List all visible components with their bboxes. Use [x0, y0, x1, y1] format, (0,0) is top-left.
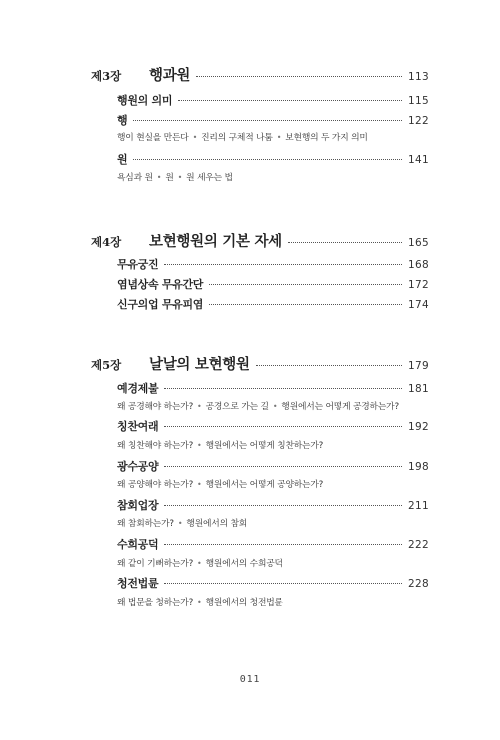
bullet-separator: •: [197, 559, 202, 568]
toc-entry: [117, 112, 429, 128]
page-number: 222: [408, 539, 429, 551]
topic: 원: [165, 173, 174, 183]
dot-leader: [164, 583, 402, 584]
page-number: 174: [408, 299, 429, 311]
page-number: 113: [408, 71, 429, 83]
bullet-separator: •: [192, 133, 198, 142]
toc-entry: [117, 380, 429, 396]
toc-entry: [117, 536, 429, 552]
page-number: 228: [408, 578, 429, 590]
topic: 왜 같이 기뻐하는가?: [117, 559, 194, 569]
chapter-3-heading: [91, 64, 429, 85]
topic: 왜 칭찬해야 하는가?: [117, 441, 194, 451]
entry-title: 수희공덕: [117, 538, 159, 551]
bullet-separator: •: [197, 480, 202, 489]
toc-entry: [117, 151, 429, 167]
topic: 행원에서는 어떻게 칭찬하는가?: [205, 441, 324, 451]
topic: 행원에서는 어떻게 공경하는가?: [281, 402, 399, 412]
topic: 행원에서의 수희공덕: [205, 559, 283, 569]
topic: 왜 공경해야 하는가?: [117, 402, 194, 412]
page-number: 172: [408, 279, 429, 291]
page-number: 181: [408, 383, 429, 395]
entry-topics: [117, 438, 323, 451]
chapter-number: 제4장: [91, 235, 122, 249]
topic: 행원에서의 청전법륜: [205, 598, 283, 608]
topic: 원 세우는 법: [186, 173, 233, 183]
dot-leader: [164, 544, 402, 545]
toc-entry: [117, 458, 429, 474]
entry-title: 예경제불: [117, 382, 159, 395]
chapter-4-heading: [91, 230, 429, 251]
toc-entry: [117, 418, 429, 434]
dot-leader: [164, 388, 402, 389]
topic: 행원에서의 참회: [186, 519, 248, 529]
chapter-title: 보현행원의 기본 자세: [149, 233, 282, 250]
entry-topics: [117, 516, 247, 529]
page-number: 122: [408, 115, 429, 127]
page-number: 141: [408, 154, 429, 166]
page-folio: 011: [239, 674, 261, 685]
topic: 왜 참회하는가?: [117, 519, 174, 529]
entry-title: 행원의 의미: [117, 94, 173, 107]
toc-entry: [117, 276, 429, 292]
entry-title: 행: [117, 114, 128, 127]
topic: 행원에서는 어떻게 공양하는가?: [205, 480, 324, 490]
dot-leader: [288, 242, 402, 243]
bullet-separator: •: [177, 173, 183, 182]
toc-entry: [117, 256, 429, 272]
toc-entry: [117, 575, 429, 591]
dot-leader: [133, 159, 402, 160]
bullet-separator: •: [276, 133, 282, 142]
dot-leader: [164, 466, 402, 467]
entry-topics: [117, 130, 368, 143]
dot-leader: [164, 505, 402, 506]
topic: 공경으로 가는 길: [205, 402, 269, 412]
entry-topics: [117, 556, 283, 569]
entry-topics: [117, 477, 323, 490]
page-number: 115: [408, 95, 429, 107]
chapter-number: 제3장: [91, 69, 122, 83]
topic: 행이 현실을 만든다: [117, 133, 189, 143]
entry-title: 칭찬여래: [117, 420, 159, 433]
bullet-separator: •: [177, 519, 183, 528]
dot-leader: [164, 426, 402, 427]
topic: 보현행의 두 가지 의미: [285, 133, 368, 143]
entry-title: 광수공양: [117, 460, 159, 473]
topic: 욕심과 원: [117, 173, 153, 183]
entry-topics: [117, 595, 283, 608]
bullet-separator: •: [272, 402, 278, 411]
dot-leader: [196, 76, 402, 77]
bullet-separator: •: [197, 402, 202, 411]
dot-leader: [178, 100, 402, 101]
entry-title: 신구의업 무유피염: [117, 298, 204, 311]
bullet-separator: •: [197, 598, 202, 607]
page-number: 198: [408, 461, 429, 473]
topic: 왜 공양해야 하는가?: [117, 480, 194, 490]
page-number: 168: [408, 259, 429, 271]
entry-title: 무유궁진: [117, 258, 159, 271]
dot-leader: [256, 365, 402, 366]
dot-leader: [209, 304, 402, 305]
topic: 진리의 구체적 나툼: [201, 133, 273, 143]
toc-entry: [117, 497, 429, 513]
entry-topics: [117, 399, 399, 412]
page-number: 211: [408, 500, 429, 512]
dot-leader: [164, 264, 402, 265]
entry-title: 청전법륜: [117, 577, 159, 590]
chapter-title: 날날의 보현행원: [149, 356, 250, 373]
topic: 왜 법문을 청하는가?: [117, 598, 194, 608]
page-number: 192: [408, 421, 429, 433]
chapter-title: 행과원: [149, 67, 191, 84]
page-number: 165: [408, 237, 429, 249]
toc-entry: [117, 296, 429, 312]
toc-entry: [117, 92, 429, 108]
bullet-separator: •: [156, 173, 162, 182]
entry-title: 참회업장: [117, 499, 159, 512]
entry-title: 원: [117, 153, 128, 166]
dot-leader: [133, 120, 402, 121]
entry-title: 염념상속 무유간단: [117, 278, 204, 291]
dot-leader: [209, 284, 402, 285]
page-number: 179: [408, 360, 429, 372]
chapter-5-heading: [91, 353, 429, 374]
bullet-separator: •: [197, 441, 202, 450]
entry-topics: [117, 170, 233, 183]
chapter-number: 제5장: [91, 358, 122, 372]
